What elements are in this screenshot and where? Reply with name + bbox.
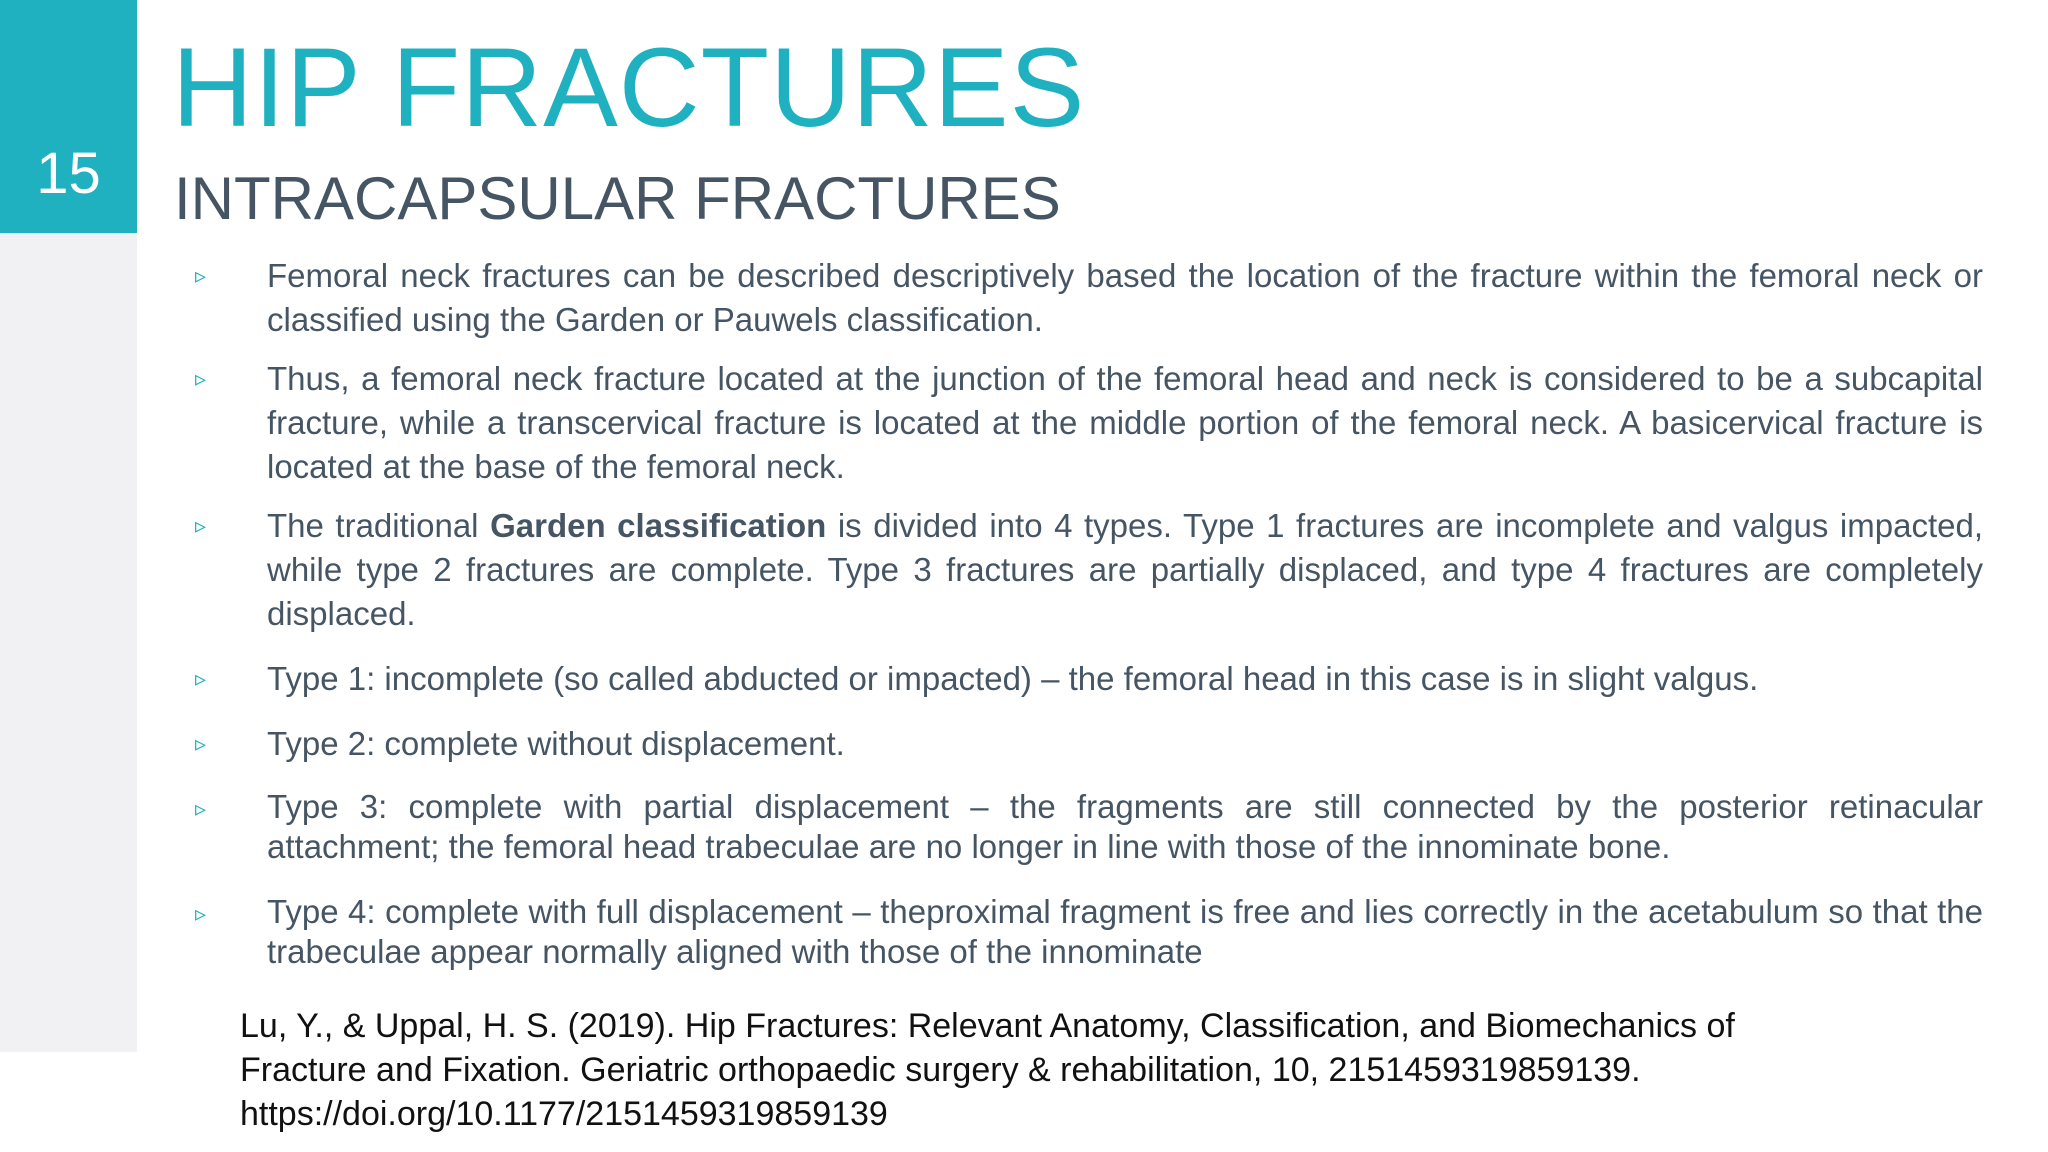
- citation-line: Lu, Y., & Uppal, H. S. (2019). Hip Fractures: Relevant Anatomy, Classification, and Biomechanics of: [240, 1007, 1735, 1045]
- bullet-arrow-icon: ▹: [195, 796, 207, 821]
- slide-number-box: [0, 0, 137, 233]
- bullet-text-lead: The traditional: [267, 507, 491, 544]
- garden-classification-term: Garden classification: [490, 507, 827, 544]
- bullet-arrow-icon: ▹: [195, 263, 207, 288]
- bullet-text: Type 4: complete with full displacement – theproximal fragment is free and lies correctly in the acetabulum so that the trabeculae appear normally aligned with those of the innominate: [267, 893, 1983, 970]
- bullet-arrow-icon: ▹: [195, 901, 207, 926]
- bullet-arrow-icon: ▹: [195, 666, 207, 691]
- slide-subtitle: INTRACAPSULAR FRACTURES: [174, 165, 1061, 232]
- citation-line: Fracture and Fixation. Geriatric orthopaedic surgery & rehabilitation, 10, 2151459319859139.: [240, 1051, 1641, 1089]
- bullet-text: Type 1: incomplete (so called abducted or impacted) – the femoral head in this case is in slight valgus.: [267, 660, 1759, 697]
- bullet-text: Thus, a femoral neck fracture located at the junction of the femoral head and neck is considered to be a subcapital fracture, while a transcervical fracture is located at the middle portion of the femoral neck. A basicervical fracture is located at the base of the femoral neck.: [267, 360, 1983, 485]
- bullet-text: Type 2: complete without displacement.: [267, 725, 845, 762]
- bullet-arrow-icon: ▹: [195, 731, 207, 756]
- bullet-text: Type 3: complete with partial displacement – the fragments are still connected by the posterior retinacular attachment; the femoral head trabeculae are no longer in line with those of the innominate bone.: [267, 788, 1983, 865]
- slide-number: 15: [36, 141, 101, 206]
- citation-doi-link[interactable]: https://doi.org/10.1177/2151459319859139: [240, 1095, 888, 1133]
- bullet-text: Femoral neck fractures can be described descriptively based the location of the fracture within the femoral neck or classified using the Garden or Pauwels classification.: [267, 257, 1983, 338]
- bullet-arrow-icon: ▹: [195, 366, 207, 391]
- bullet-text-rest: is divided into 4 types. Type 1 fractures are incomplete and valgus impacted, while type 2 fractures are complete. Type 3 fractures are partially displaced, and type 4 fractures are completely displaced.: [267, 507, 1983, 632]
- citation: [240, 1004, 1880, 1136]
- bullet-arrow-icon: ▹: [195, 513, 207, 538]
- slide-title: HIP FRACTURES: [172, 25, 1086, 150]
- bullet-text: [267, 504, 1983, 636]
